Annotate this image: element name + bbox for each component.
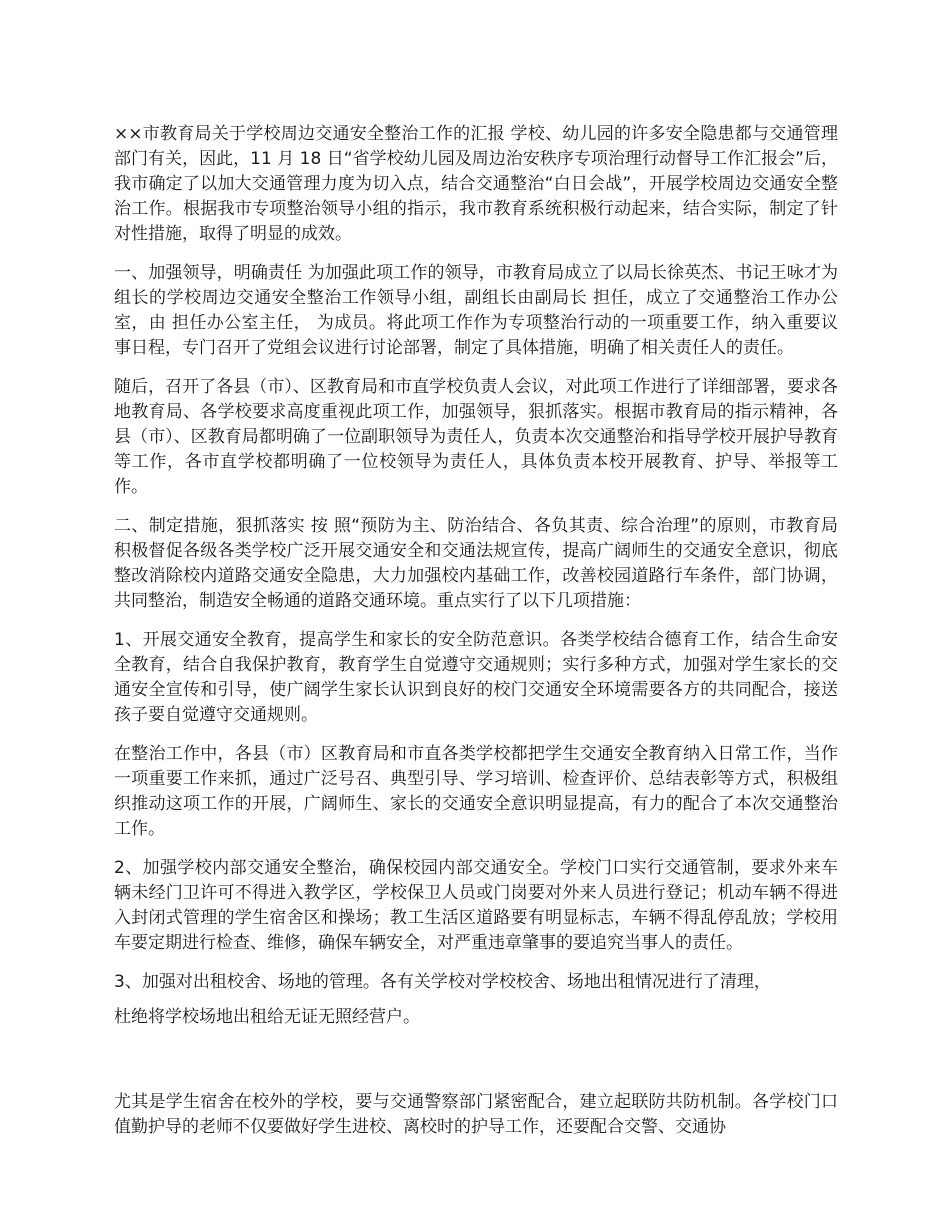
paragraph-measure-three: 3、加强对出租校舍、场地的管理。各有关学校对学校校舍、场地出租情况进行了清理， [114,972,771,992]
paragraph-section-one: 一、加强领导，明确责任 为加强此项工作的领导，市教育局成立了以局长徐英杰、书记王咏才为组长的学校周边交通安全整治工作领导小组，副组长由副局长 担任，成立了交通整治工作办公室，由 担任办公室主任， 为成员。将此项工作作为专项整治行动的一项重要工作，纳入重要议事日程，专门召开了党组会议进行讨论部署，制定了具体措施，明确了相关责任人的责任。 [114,263,838,358]
paragraph-section-two: 二、制定措施，狠抓落实 按 照“预防为主、防治结合、各负其责、综合治理”的原则，市教育局积极督促各级各类学校广泛开展交通安全和交通法规宣传，提高广阔师生的交通安全意识，彻底整改消除校内道路交通安全隐患，大力加强校内基础工作，改善校园道路行车条件，部门协调，共同整治，制造安全畅通的道路交通环境。重点实行了以下几项措施： [114,516,838,611]
paragraph-offcampus-dorms: 尤其是学生宿舍在校外的学校，要与交通警察部门紧密配合，建立起联防共防机制。各学校门口值勤护导的老师不仅要做好学生进校、离校时的护导工作，还要配合交警、交通协 [114,1092,838,1137]
paragraph-measure-one: 1、开展交通安全教育，提高学生和家长的安全防范意识。各类学校结合德育工作，结合生命安全教育，结合自我保护教育，教育学生自觉遵守交通规则；实行多种方式，加强对学生家长的交通安全宣传和引导，使广阔学生家长认识到良好的校门交通安全环境需要各方的共同配合，接送孩子要自觉遵守交通规则。 [114,630,838,725]
paragraph-follow-up-meeting: 随后，召开了各县（市）、区教育局和市直学校负责人会议，对此项工作进行了详细部署，要求各地教育局、各学校要求高度重视此项工作，加强领导，狠抓落实。根据市教育局的指示精神，各县（市）、区教育局都明确了一位副职领导为责任人，负责本次交通整治和指导学校开展护导教育等工作，各市直学校都明确了一位校领导为责任人，具体负责本校开展教育、护导、举报等工作。 [114,377,838,497]
paragraph-measure-three-cont: 杜绝将学校场地出租给无证无照经营户。 [114,1007,420,1027]
page-break-gap [114,1044,838,1090]
paragraph-measure-two: 2、加强学校内部交通安全整治，确保校园内部交通安全。学校门口实行交通管制，要求外来车辆未经门卫许可不得进入教学区，学校保卫人员或门岗要对外来人员进行登记；机动车辆不得进入封闭式管理的学生宿舍区和操场；教工生活区道路要有明显标志，车辆不得乱停乱放；学校用车要定期进行检查、维修，确保车辆安全，对严重违章肇事的要追究当事人的责任。 [114,858,838,953]
paragraph-rectification-work: 在整治工作中，各县（市）区教育局和市直各类学校都把学生交通安全教育纳入日常工作，当作一项重要工作来抓，通过广泛号召、典型引导、学习培训、检查评价、总结表彰等方式，积极组织推动这项工作的开展，广阔师生、家长的交通安全意识明显提高，有力的配合了本次交通整治工作。 [114,744,838,839]
document-page [114,122,838,1154]
paragraph-intro: ××市教育局关于学校周边交通安全整治工作的汇报 学校、幼儿园的许多安全隐患都与交通管理部门有关，因此，11 月 18 日“省学校幼儿园及周边治安秩序专项治理行动督导工作汇报会”后，我市确定了以加大交通管理力度为切入点，结合交通整治“白日会战”，开展学校周边交通安全整治工作。根据我市专项整治领导小组的指示，我市教育系统积极行动起来，结合实际，制定了针对性措施，取得了明显的成效。 [114,124,838,244]
